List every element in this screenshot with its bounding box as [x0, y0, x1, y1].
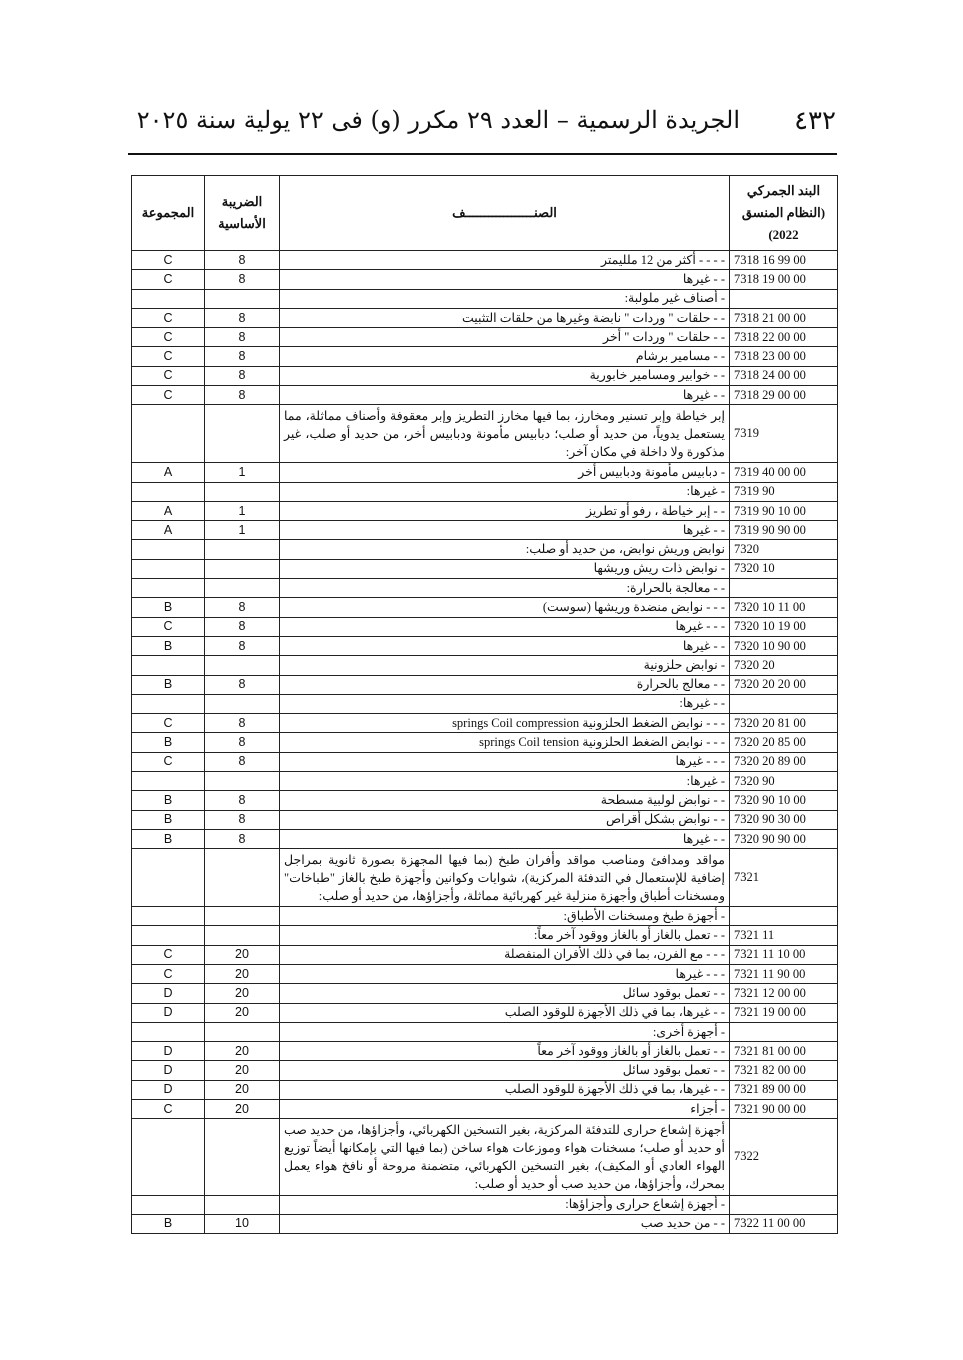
description-cell: - - - - أكثر من 12 ملليمتر [280, 251, 730, 270]
table-row [132, 386, 838, 405]
tariff-code-cell: 7321 11 [730, 926, 838, 945]
group-cell: C [132, 251, 205, 270]
group-cell [132, 1195, 205, 1214]
table-row [132, 656, 838, 675]
table-row [132, 636, 838, 655]
basic-tax-cell: 1 [205, 463, 280, 482]
basic-tax-cell: 8 [205, 366, 280, 385]
group-cell: B [132, 810, 205, 829]
tariff-code-cell: 7318 23 00 00 [730, 347, 838, 366]
tariff-code-cell: 7318 22 00 00 [730, 328, 838, 347]
description-cell: - أجهزة طبخ ومسخنات الأطباق: [280, 907, 730, 926]
basic-tax-cell [205, 405, 280, 463]
tariff-code-cell: 7320 90 30 00 [730, 810, 838, 829]
tariff-code-cell: 7321 89 00 00 [730, 1080, 838, 1099]
tariff-code-cell: 7320 10 [730, 559, 838, 578]
table-row [132, 907, 838, 926]
group-cell [132, 772, 205, 791]
table-row [132, 772, 838, 791]
table-row [132, 617, 838, 636]
basic-tax-cell: 8 [205, 328, 280, 347]
tariff-code-cell [730, 289, 838, 308]
group-cell [132, 656, 205, 675]
tariff-code-cell: 7321 82 00 00 [730, 1061, 838, 1080]
description-cell: - - إبر خياطة ، رفو أو تطريز [280, 501, 730, 520]
page-header [128, 100, 836, 144]
group-cell: C [132, 308, 205, 327]
group-cell: C [132, 328, 205, 347]
gazette-title: الجريدة الرسمية – العدد ٢٩ مكرر (و) فى ٢٢ يولية سنة ٢٠٢٥ [136, 106, 740, 134]
tariff-code-cell: 7320 20 20 00 [730, 675, 838, 694]
table-row [132, 328, 838, 347]
tariff-code-cell [730, 1195, 838, 1214]
table-row [132, 308, 838, 327]
description-cell: - نوابض ذات ريش وريشها [280, 559, 730, 578]
group-cell [132, 405, 205, 463]
tariff-code-cell [730, 1022, 838, 1041]
table-row [132, 270, 838, 289]
basic-tax-cell: 8 [205, 386, 280, 405]
group-cell: C [132, 617, 205, 636]
tariff-table [131, 175, 838, 1234]
group-cell: C [132, 714, 205, 733]
tariff-code-cell: 7319 90 90 00 [730, 521, 838, 540]
basic-tax-cell [205, 1119, 280, 1195]
group-cell: A [132, 463, 205, 482]
tariff-code-cell: 7320 90 [730, 772, 838, 791]
table-row [132, 598, 838, 617]
tariff-code-cell: 7321 12 00 00 [730, 984, 838, 1003]
tariff-code-cell: 7318 24 00 00 [730, 366, 838, 385]
group-cell: D [132, 1061, 205, 1080]
table-row [132, 714, 838, 733]
group-cell [132, 907, 205, 926]
basic-tax-cell [205, 1022, 280, 1041]
basic-tax-cell: 20 [205, 945, 280, 964]
group-cell: D [132, 984, 205, 1003]
group-cell [132, 289, 205, 308]
group-cell [132, 540, 205, 559]
basic-tax-cell [205, 579, 280, 598]
basic-tax-cell: 1 [205, 501, 280, 520]
table-row [132, 810, 838, 829]
group-cell [132, 849, 205, 907]
group-cell: B [132, 791, 205, 810]
description-cell: - - غيرها [280, 521, 730, 540]
column-header-group: المجموعة [132, 176, 205, 251]
table-row [132, 791, 838, 810]
table-body [132, 251, 838, 1234]
description-cell: - - - نوابض الضغط الحلزونية springs Coil compression [280, 714, 730, 733]
basic-tax-cell: 8 [205, 347, 280, 366]
basic-tax-cell [205, 1195, 280, 1214]
basic-tax-cell: 8 [205, 810, 280, 829]
basic-tax-cell [205, 849, 280, 907]
table-row [132, 733, 838, 752]
description-cell: إبر خياطة وإبر تسنير ومخارز، بما فيها مخارز التطريز وإبر معقوفة وأصناف مماثلة، مما يستعمل يدوياً، من حديد أو صلب؛ دبابيس مأمونة ودبابيس أخر، من حديد أو صلب، غير مذكورة ولا داخلة في مكان آخر: [280, 405, 730, 463]
group-cell: C [132, 347, 205, 366]
description-cell: - - غيرها، بما في ذلك الأجهزة للوقود الصلب [280, 1080, 730, 1099]
table-row [132, 984, 838, 1003]
description-cell: - - تعمل بوقود سائل [280, 984, 730, 1003]
description-cell: - - - غيرها [280, 752, 730, 771]
tariff-code-cell: 7321 [730, 849, 838, 907]
group-cell: B [132, 829, 205, 848]
basic-tax-cell: 8 [205, 270, 280, 289]
table-row [132, 251, 838, 270]
tariff-code-cell: 7318 16 99 00 [730, 251, 838, 270]
description-cell: - أصناف غير ملولبة: [280, 289, 730, 308]
group-cell: C [132, 270, 205, 289]
group-cell: B [132, 733, 205, 752]
description-cell: - أجهزة إشعاع حرارى وأجزاؤها: [280, 1195, 730, 1214]
tariff-code-cell: 7320 90 90 00 [730, 829, 838, 848]
group-cell [132, 1022, 205, 1041]
table-header-row [132, 176, 838, 251]
group-cell: B [132, 636, 205, 655]
table-row [132, 1214, 838, 1233]
basic-tax-cell: 8 [205, 598, 280, 617]
table-row [132, 1080, 838, 1099]
basic-tax-cell: 20 [205, 1061, 280, 1080]
description-cell: - - معالج بالحرارة [280, 675, 730, 694]
tariff-code-cell [730, 579, 838, 598]
basic-tax-cell: 8 [205, 752, 280, 771]
description-cell: - - - غيرها [280, 964, 730, 983]
table-row [132, 463, 838, 482]
tariff-code-cell: 7320 10 19 00 [730, 617, 838, 636]
table-row [132, 1042, 838, 1061]
basic-tax-cell: 20 [205, 964, 280, 983]
description-cell: - - حلقات " وردات " نابضة وغيرها من حلقات التثبيت [280, 308, 730, 327]
table-row [132, 1100, 838, 1119]
basic-tax-cell: 8 [205, 714, 280, 733]
table-row [132, 482, 838, 501]
tariff-code-cell: 7319 [730, 405, 838, 463]
basic-tax-cell: 8 [205, 251, 280, 270]
table-row [132, 752, 838, 771]
basic-tax-cell [205, 772, 280, 791]
tariff-code-cell [730, 694, 838, 713]
table-row [132, 694, 838, 713]
tariff-code-cell: 7321 11 10 00 [730, 945, 838, 964]
description-cell: - - - مع الفرن، بما في ذلك الأفران المنفصلة [280, 945, 730, 964]
basic-tax-cell: 8 [205, 636, 280, 655]
description-cell: - - - نوابض الضغط الحلزونية springs Coil tension [280, 733, 730, 752]
group-cell: D [132, 1003, 205, 1022]
table-row [132, 1119, 838, 1195]
description-cell: - أجهزة أخرى: [280, 1022, 730, 1041]
table-row [132, 1022, 838, 1041]
table-row [132, 289, 838, 308]
description-cell: - - غيرها [280, 270, 730, 289]
basic-tax-cell [205, 559, 280, 578]
group-cell: A [132, 501, 205, 520]
tariff-code-cell [730, 907, 838, 926]
tariff-code-cell: 7320 20 [730, 656, 838, 675]
basic-tax-cell: 8 [205, 733, 280, 752]
group-cell [132, 694, 205, 713]
description-cell: - نوابض حلزونية [280, 656, 730, 675]
group-cell [132, 579, 205, 598]
group-cell: D [132, 1080, 205, 1099]
tariff-code-cell: 7319 40 00 00 [730, 463, 838, 482]
table-row [132, 1003, 838, 1022]
group-cell: B [132, 675, 205, 694]
basic-tax-cell: 20 [205, 1042, 280, 1061]
tariff-code-cell: 7320 [730, 540, 838, 559]
group-cell: C [132, 964, 205, 983]
description-cell: - - غيرها، بما في ذلك الأجهزة للوقود الصلب [280, 1003, 730, 1022]
group-cell: A [132, 521, 205, 540]
table-row [132, 945, 838, 964]
table-row [132, 964, 838, 983]
table-row [132, 559, 838, 578]
basic-tax-cell: 10 [205, 1214, 280, 1233]
description-cell: - - تعمل بوقود سائل [280, 1061, 730, 1080]
tariff-code-cell: 7318 21 00 00 [730, 308, 838, 327]
description-cell: - غيرها: [280, 772, 730, 791]
group-cell: C [132, 386, 205, 405]
tariff-code-cell: 7321 90 00 00 [730, 1100, 838, 1119]
basic-tax-cell: 1 [205, 521, 280, 540]
tariff-code-cell: 7320 20 81 00 [730, 714, 838, 733]
group-cell [132, 1119, 205, 1195]
basic-tax-cell: 20 [205, 1003, 280, 1022]
description-cell: - - نوابض لولبية مسطحة [280, 791, 730, 810]
header-divider [128, 153, 837, 155]
group-cell: C [132, 752, 205, 771]
table-row [132, 579, 838, 598]
column-header-description: الصنــــــــــــــــــف [280, 176, 730, 251]
description-cell: أجهزة إشعاع حرارى للتدفئة المركزية، بغير التسخين الكهربائي، وأجزاؤها، من حديد صب أو حديد أو صلب؛ مسخنات هواء وموزعات هواء ساخن (بما فيها التي بإمكانها أيضاً توزيع الهواء العادي أو المكيف)، بغير التسخين الكهربائي، متضمنة مروحة أو نافخ هواء يعمل بمحرك، وأجزاؤها، من حديد صب أو حديد أو صلب: [280, 1119, 730, 1195]
group-cell [132, 559, 205, 578]
table-row [132, 829, 838, 848]
description-cell: - - غيرها [280, 636, 730, 655]
description-cell: - - تعمل بالغاز أو بالغاز ووقود آخر معاً: [280, 926, 730, 945]
description-cell: - - نوابض بشكل أقراص [280, 810, 730, 829]
tariff-code-cell: 7322 [730, 1119, 838, 1195]
basic-tax-cell [205, 926, 280, 945]
basic-tax-cell [205, 289, 280, 308]
description-cell: - - حلقات " وردات " أخر [280, 328, 730, 347]
table-row [132, 521, 838, 540]
description-cell: مواقد ومدافئ ومناصب مواقد وأفران طبخ (بما فيها المجهزة بصورة ثانوية بمراجل إضافية للإستعمال في التدفئة المركزية)، شوايات وكوانين وأجهزة طبخ بالغاز "طباخات" ومسخنات أطباق وأجهزة منزلية غير كهربائية مماثلة، وأجزاؤها، من حديد أو صلب: [280, 849, 730, 907]
table-row [132, 347, 838, 366]
tariff-code-cell: 7318 29 00 00 [730, 386, 838, 405]
basic-tax-cell [205, 907, 280, 926]
tariff-code-cell: 7320 10 90 00 [730, 636, 838, 655]
group-cell: C [132, 945, 205, 964]
tariff-code-cell: 7320 20 85 00 [730, 733, 838, 752]
basic-tax-cell: 20 [205, 1080, 280, 1099]
table-row [132, 366, 838, 385]
description-cell: - أجزاء [280, 1100, 730, 1119]
table-row [132, 1061, 838, 1080]
description-cell: - - خوابير ومسامير خابورية [280, 366, 730, 385]
tariff-code-cell: 7319 90 10 00 [730, 501, 838, 520]
description-cell: - - - نوابض منضدة وريشها (سوست) [280, 598, 730, 617]
basic-tax-cell [205, 656, 280, 675]
description-cell: - - غيرها [280, 386, 730, 405]
group-cell: C [132, 1100, 205, 1119]
tariff-code-cell: 7319 90 [730, 482, 838, 501]
tariff-code-cell: 7318 19 00 00 [730, 270, 838, 289]
group-cell [132, 926, 205, 945]
basic-tax-cell: 20 [205, 1100, 280, 1119]
tariff-code-cell: 7322 11 00 00 [730, 1214, 838, 1233]
table-row [132, 405, 838, 463]
tariff-code-cell: 7320 10 11 00 [730, 598, 838, 617]
basic-tax-cell: 8 [205, 617, 280, 636]
tariff-code-cell: 7320 90 10 00 [730, 791, 838, 810]
description-cell: - غيرها: [280, 482, 730, 501]
description-cell: - - تعمل بالغاز أو بالغاز ووقود آخر معاً [280, 1042, 730, 1061]
basic-tax-cell: 20 [205, 984, 280, 1003]
basic-tax-cell [205, 482, 280, 501]
column-header-tax: الضريبة الأساسية [205, 176, 280, 251]
group-cell [132, 482, 205, 501]
description-cell: - - - غيرها [280, 617, 730, 636]
table-row [132, 540, 838, 559]
tariff-code-cell: 7321 81 00 00 [730, 1042, 838, 1061]
description-cell: نوابض وريش نوابض، من حديد أو صلب: [280, 540, 730, 559]
group-cell: C [132, 366, 205, 385]
table-row [132, 926, 838, 945]
tariff-code-cell: 7320 20 89 00 [730, 752, 838, 771]
tariff-code-cell: 7321 11 90 00 [730, 964, 838, 983]
basic-tax-cell [205, 694, 280, 713]
basic-tax-cell: 8 [205, 308, 280, 327]
description-cell: - - غيرها: [280, 694, 730, 713]
basic-tax-cell: 8 [205, 829, 280, 848]
basic-tax-cell [205, 540, 280, 559]
table-row [132, 849, 838, 907]
table-row [132, 1195, 838, 1214]
page-number: ٤٣٢ [794, 106, 836, 136]
description-cell: - - غيرها [280, 829, 730, 848]
table-row [132, 501, 838, 520]
table-row [132, 675, 838, 694]
group-cell: D [132, 1042, 205, 1061]
basic-tax-cell: 8 [205, 791, 280, 810]
description-cell: - دبابيس مأمونة ودبابيس أخر [280, 463, 730, 482]
description-cell: - - من حديد صب [280, 1214, 730, 1233]
tariff-code-cell: 7321 19 00 00 [730, 1003, 838, 1022]
description-cell: - - معالجة بالحرارة: [280, 579, 730, 598]
column-header-code: البند الجمركي (النظام المنسق 2022) [730, 176, 838, 251]
description-cell: - - مسامير برشام [280, 347, 730, 366]
group-cell: B [132, 1214, 205, 1233]
group-cell: B [132, 598, 205, 617]
basic-tax-cell: 8 [205, 675, 280, 694]
